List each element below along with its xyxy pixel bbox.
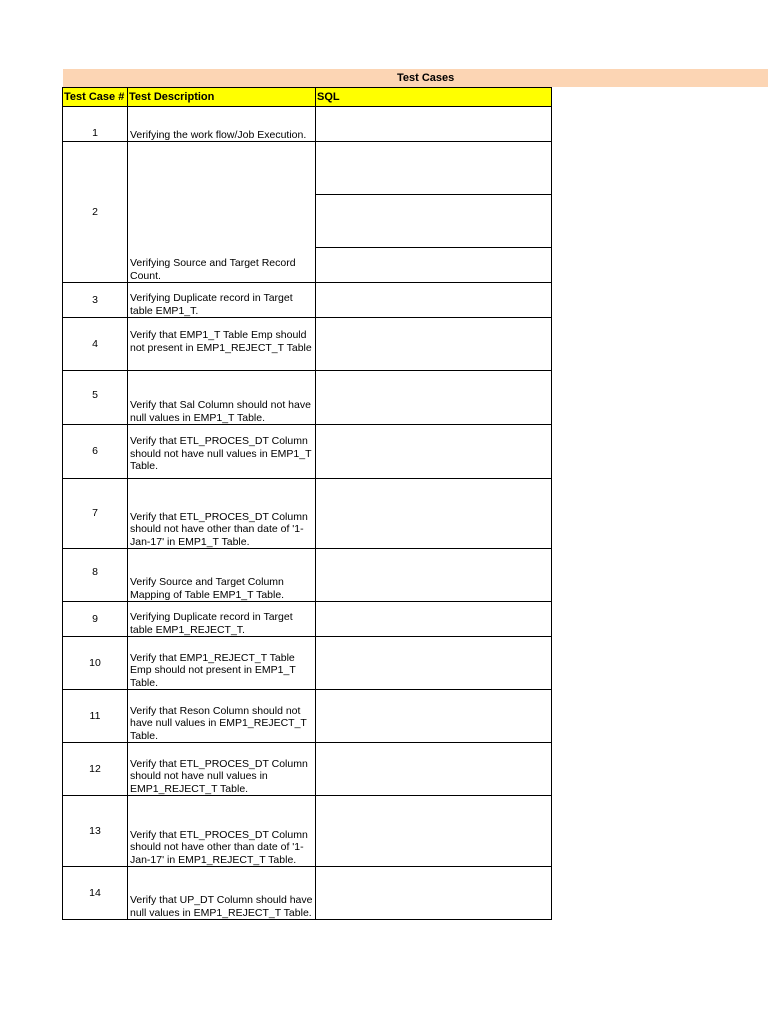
test-case-number: 11 [63,690,128,743]
test-case-number: 13 [63,796,128,867]
sql-cell[interactable] [316,602,552,637]
header-sql: SQL [316,88,552,107]
sheet-title-row [63,69,768,87]
table-row [63,690,552,743]
sql-cell[interactable] [316,142,552,195]
test-case-description: Verifying Duplicate record in Target table EMP1_T. [128,283,316,318]
header-test-description: Test Description [128,88,316,107]
sql-cell[interactable] [316,318,552,371]
header-test-case: Test Case # [63,88,128,107]
table-row [63,867,552,920]
test-case-description: Verify that ETL_PROCES_DT Column should not have other than date of '1-Jan-17' in EMP1_REJECT_T Table. [128,796,316,867]
sql-cell[interactable] [316,195,552,248]
test-case-number: 14 [63,867,128,920]
table-row [63,371,552,425]
test-case-description: Verify that ETL_PROCES_DT Column should not have null values in EMP1_T Table. [128,425,316,479]
test-case-number: 2 [63,142,128,283]
table-row [63,796,552,867]
table-row [63,142,552,195]
test-case-number: 4 [63,318,128,371]
sql-cell[interactable] [316,248,552,283]
sql-cell[interactable] [316,637,552,690]
table-row [63,637,552,690]
test-case-description: Verify that EMP1_REJECT_T Table Emp should not present in EMP1_T Table. [128,637,316,690]
sql-cell[interactable] [316,549,552,602]
test-case-description: Verify Source and Target Column Mapping of Table EMP1_T Table. [128,549,316,602]
sql-cell[interactable] [316,796,552,867]
test-case-number: 10 [63,637,128,690]
test-case-description: Verify that Reson Column should not have null values in EMP1_REJECT_T Table. [128,690,316,743]
test-case-number: 9 [63,602,128,637]
table-row [63,425,552,479]
test-case-description: Verify that EMP1_T Table Emp should not present in EMP1_REJECT_T Table [128,318,316,371]
table-row [63,743,552,796]
test-case-description: Verifying Duplicate record in Target table EMP1_REJECT_T. [128,602,316,637]
test-cases-table [62,87,552,920]
test-case-number: 12 [63,743,128,796]
test-case-description: Verify that ETL_PROCES_DT Column should not have other than date of '1-Jan-17' in EMP1_T Table. [128,479,316,549]
header-row [63,88,552,107]
sheet-title: Test Cases [397,72,455,84]
sql-cell[interactable] [316,867,552,920]
test-case-description: Verify that UP_DT Column should have null values in EMP1_REJECT_T Table. [128,867,316,920]
sql-cell[interactable] [316,283,552,318]
table-row [63,318,552,371]
test-case-description: Verify that Sal Column should not have null values in EMP1_T Table. [128,371,316,425]
test-case-number: 6 [63,425,128,479]
test-case-description: Verify that ETL_PROCES_DT Column should not have null values in EMP1_REJECT_T Table. [128,743,316,796]
table-row [63,107,552,142]
test-case-number: 5 [63,371,128,425]
test-case-number: 1 [63,107,128,142]
table-row [63,602,552,637]
test-case-description: Verifying Source and Target Record Count. [128,142,316,283]
sql-cell[interactable] [316,743,552,796]
table-row [63,549,552,602]
sql-cell[interactable] [316,425,552,479]
test-case-number: 3 [63,283,128,318]
table-row [63,479,552,549]
test-case-number: 7 [63,479,128,549]
sql-cell[interactable] [316,371,552,425]
sql-cell[interactable] [316,690,552,743]
sql-cell[interactable] [316,107,552,142]
table-row [63,283,552,318]
sql-cell[interactable] [316,479,552,549]
test-case-number: 8 [63,549,128,602]
test-case-description: Verifying the work flow/Job Execution. [128,107,316,142]
